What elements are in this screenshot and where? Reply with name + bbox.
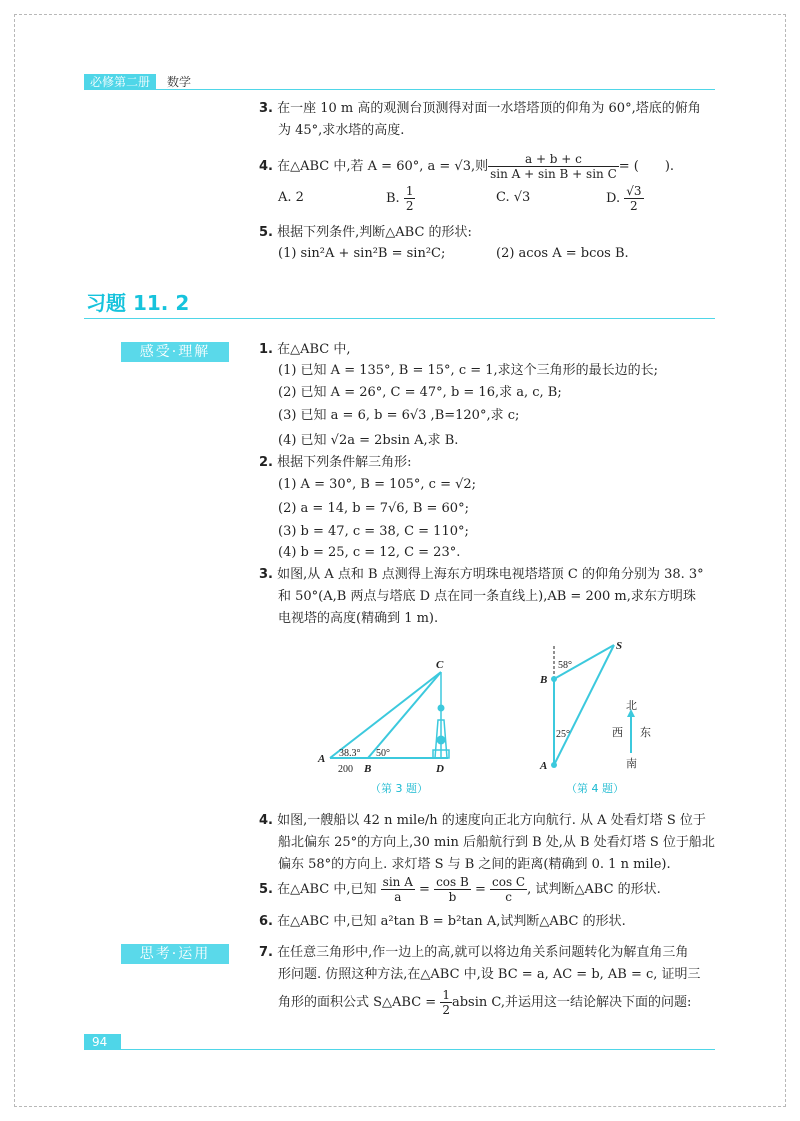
ex-q5 <box>259 875 661 904</box>
prev-q4-opt-c: C. √3 <box>496 190 531 205</box>
fig3-angle-a: 38.3° <box>339 748 361 759</box>
ex-q2-part2: (2) a = 14, b = 7√6, B = 60°; <box>278 501 469 516</box>
prev-q4-num: 4. <box>259 158 273 174</box>
prev-q4-opt-b-den: 2 <box>405 199 414 213</box>
ex-q7-line2: 形问题. 仿照这种方法,在△ABC 中,设 BC = a, AC = b, AB = c, 证明三 <box>278 967 701 982</box>
fig4-label-a: A <box>540 760 548 772</box>
subject-label: 数学 <box>167 75 192 89</box>
prev-q3-line1: 在一座 10 m 高的观测台顶测得对面一水塔塔顶的仰角为 60°,塔底的俯角 <box>277 101 701 116</box>
fig4-south: 南 <box>626 757 637 770</box>
ex-q1-stem: 在△ABC 中, <box>277 342 351 357</box>
fig4-label-s: S <box>616 640 623 652</box>
ex-q6-num: 6. <box>259 914 273 929</box>
fig3-angle-b: 50° <box>376 748 390 759</box>
section-rule <box>84 318 715 319</box>
ex-q1-part2: (2) 已知 A = 26°, C = 47°, b = 16,求 a, c, B; <box>278 385 562 400</box>
book-tag: 必修第二册 <box>84 74 156 90</box>
prev-q4-opt-b <box>386 184 415 213</box>
prev-q4-opt-d-num: √3 <box>626 184 642 198</box>
fig4-west: 西 <box>612 726 623 739</box>
ex-q1-part1: (1) 已知 A = 135°, B = 15°, c = 1,求这个三角形的最长边的长; <box>278 363 659 378</box>
ex-q5-eq2: = <box>474 881 486 897</box>
ex-q5-eq1: = <box>419 881 430 897</box>
ex-q3-line3: 电视塔的高度(精确到 1 m). <box>278 611 439 626</box>
ex-q7-line3 <box>278 988 691 1017</box>
ex-q7-num: 7. <box>259 945 273 960</box>
ex-q4-line3: 偏东 58°的方向上. 求灯塔 S 与 B 之间的距离(精确到 0. 1 n mile). <box>278 857 671 872</box>
ex-q1-part4: (4) 已知 √2a = 2bsin A,求 B. <box>278 433 459 448</box>
prev-q4-opt-d-den: 2 <box>630 199 638 213</box>
header-rule <box>84 89 715 90</box>
prev-q4-opt-d <box>606 184 644 213</box>
fig4-compass <box>627 709 635 753</box>
fig4-angle-b: 58° <box>558 660 572 671</box>
figure-3 <box>310 650 470 800</box>
ex-q6-text: 在△ABC 中,已知 a²tan B = b²tan A,试判断△ABC 的形状. <box>277 914 626 929</box>
ex-q5-f3-num: cos C <box>492 875 526 889</box>
ex-q3-line2: 和 50°(A,B 两点与塔底 D 点在同一条直线上),AB = 200 m,求东方明珠 <box>278 589 696 604</box>
fig3-label-c: C <box>436 659 444 671</box>
fig3-label-b: B <box>364 763 372 775</box>
fig3-caption: （第 3 题） <box>370 782 428 795</box>
ex-q5-f2-num: cos B <box>436 875 469 889</box>
prev-q5-num: 5. <box>259 225 273 240</box>
prev-q5-part2: (2) acos A = bcos B. <box>496 246 629 261</box>
ex-q7-line3-post: absin C,并运用这一结论解决下面的问题: <box>451 994 692 1010</box>
fig4-label-b: B <box>540 674 548 686</box>
prev-q4-stem-post: = ( ). <box>618 158 675 174</box>
prev-q4-stem-pre: 在△ABC 中,若 A = 60°, a = √3,则 <box>277 158 489 174</box>
prev-q4 <box>259 152 674 181</box>
ex-q2-part3: (3) b = 47, c = 38, C = 110°; <box>278 524 469 539</box>
fig4-point-b <box>551 676 557 682</box>
tag-apply: 思考·运用 <box>121 944 229 964</box>
prev-q3-num: 3. <box>259 101 273 116</box>
prev-q4-opt-d-label: D. <box>606 190 621 206</box>
fig4-caption: （第 4 题） <box>566 782 624 795</box>
section-title: 习题 11. 2 <box>86 291 190 315</box>
page-number: 94 <box>84 1034 121 1050</box>
ex-q5-f2-den: b <box>448 890 457 904</box>
prev-q4-opt-b-num: 1 <box>405 184 414 198</box>
ex-q2-part1: (1) A = 30°, B = 105°, c = √2; <box>278 477 477 492</box>
ex-q5-pre: 在△ABC 中,已知 <box>277 881 377 897</box>
ex-q7-frac-num: 1 <box>442 988 450 1002</box>
ex-q2-part4: (4) b = 25, c = 12, C = 23°. <box>278 545 461 560</box>
prev-q4-frac-num: a + b + c <box>488 152 619 167</box>
tag-understand: 感受·理解 <box>121 342 229 362</box>
prev-q4-opt-b-label: B. <box>386 190 400 206</box>
ex-q6 <box>259 912 626 932</box>
ex-q4-line2: 船北偏东 25°的方向上,30 min 后船航行到 B 处,从 B 处看灯塔 S 位于船北 <box>278 835 715 850</box>
ex-q1-part3: (3) 已知 a = 6, b = 6√3 ,B=120°,求 c; <box>278 408 520 423</box>
ex-q2 <box>259 453 412 473</box>
fig3-line-bc <box>368 672 441 758</box>
fig3-line-ac <box>330 672 441 758</box>
footer-rule <box>84 1049 715 1050</box>
ex-q7 <box>259 943 688 963</box>
ex-q7-frac-den: 2 <box>442 1003 450 1017</box>
ex-q5-f1-num: sin A <box>382 875 413 889</box>
prev-q5-line1: 根据下列条件,判断△ABC 的形状: <box>277 225 472 240</box>
ex-q4-num: 4. <box>259 813 273 828</box>
figure-4 <box>530 635 670 800</box>
fig3-label-a: A <box>318 753 326 765</box>
prev-q5-part1: (1) sin²A + sin²B = sin²C; <box>278 246 446 261</box>
prev-q4-frac-den: sin A + sin B + sin C <box>490 167 617 181</box>
ex-q7-line1: 在任意三角形中,作一边上的高,就可以将边角关系问题转化为解直角三角 <box>277 945 689 960</box>
fig4-angle-a: 25° <box>556 729 570 740</box>
fig3-label-d: D <box>436 763 444 775</box>
ex-q3 <box>259 565 704 585</box>
ex-q5-post: , 试判断△ABC 的形状. <box>527 881 661 897</box>
fig3-tower <box>433 672 449 758</box>
ex-q5-num: 5. <box>259 881 273 897</box>
ex-q4-line1: 如图,一艘船以 42 n mile/h 的速度向正北方向航行. 从 A 处看灯塔 S 位于 <box>277 813 706 828</box>
prev-q4-opt-a: A. 2 <box>278 190 304 205</box>
fig4-north: 北 <box>626 699 637 712</box>
ex-q2-stem: 根据下列条件解三角形: <box>277 455 412 470</box>
fig3-dist: 200 <box>338 764 353 775</box>
ex-q3-line1: 如图,从 A 点和 B 点测得上海东方明珠电视塔塔顶 C 的仰角分别为 38. 3° <box>277 567 704 582</box>
prev-q3 <box>259 99 701 119</box>
fig4-east: 东 <box>640 726 651 739</box>
ex-q5-f1-den: a <box>394 890 402 904</box>
ex-q7-line3-pre: 角形的面积公式 S△ABC = <box>278 994 437 1010</box>
prev-q5 <box>259 223 472 243</box>
prev-q4-fraction <box>488 152 619 181</box>
ex-q5-f3-den: c <box>505 890 512 904</box>
ex-q1-num: 1. <box>259 342 273 357</box>
prev-q3-line2: 为 45°,求水塔的高度. <box>278 123 405 138</box>
ex-q3-num: 3. <box>259 567 273 582</box>
ex-q2-num: 2. <box>259 455 273 470</box>
ex-q1 <box>259 340 351 360</box>
ex-q4 <box>259 811 706 831</box>
fig4-point-a <box>551 762 557 768</box>
